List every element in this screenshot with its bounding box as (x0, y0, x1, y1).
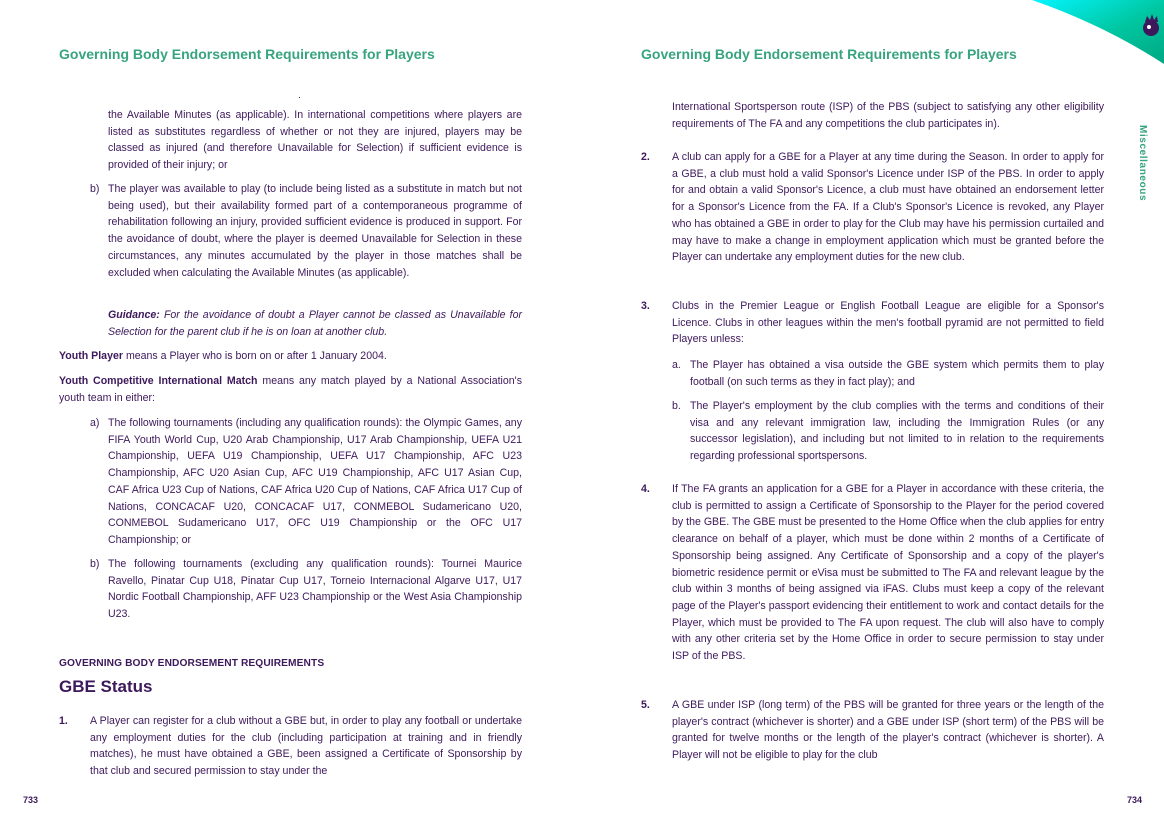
list-text: The following tournaments (excluding any qualification rounds): Tournei Maurice Ravello, Pinatar Cup U18, Pinatar Cup U17, Torneio Internacional Algarve U17, U17 Nordic Football Championship, AFF U23 Championship or the West Asia Championship U23. (108, 558, 522, 621)
item-text: A GBE under ISP (long term) of the PBS will be granted for three years or the length of the player's contract (whichever is shorter) and a GBE under ISP (short term) of the PBS will be granted for twelve months or the length of the player's contract (whichever is shorter). A Player will not be eligible to play for the club (672, 699, 1104, 762)
item-text: A Player can register for a club without a GBE but, in order to play any football or undertake any employment duties for the club (including participation at training and in friendly matches), he must have obtained a GBE, been assigned a Certificate of Sponsorship by that club and secured permission to stay under the (90, 715, 522, 778)
list-item-tournaments-b (90, 556, 522, 623)
numbered-item-5 (641, 697, 1104, 764)
list-text: The player was available to play (to include being listed as a substitute in match but not being used), but their availability formed part of a contemporaneous programme of rehabilitation following an injury, provided sufficient evidence is produced in support. For the avoidance of doubt, where the player is deemed Unavailable for Selection in these circumstances, any minutes accumulated by the player in those matches shall be excluded when calculating the Available Minutes (as applicable). (108, 183, 522, 279)
definition-text: means a Player who is born on or after 1 January 2004. (125, 350, 387, 362)
list-text: The Player has obtained a visa outside the GBE system which permits them to play football (on such terms as they in fact play); and (690, 359, 1104, 388)
item-text: Clubs in the Premier League or English Football League are eligible for a Sponsor's Licence. Clubs in other leagues within the men's football pyramid are not permitted to field Players unless: (672, 300, 1104, 346)
list-mark: b) (90, 183, 100, 195)
page-number-left: 733 (23, 795, 39, 805)
right-page (582, 0, 1164, 825)
definition-youth-match (59, 373, 522, 406)
list-mark: b. (672, 400, 681, 412)
guidance-note (108, 307, 522, 340)
numbered-item-2 (641, 149, 1104, 266)
list-item-tournaments-a (90, 415, 522, 549)
running-title-right: Governing Body Endorsement Requirements for Players (641, 46, 1017, 62)
item-text: A club can apply for a GBE for a Player at any time during the Season. In order to apply for a GBE, a club must hold a valid Sponsor's Licence under ISP of the PBS. In order to apply for and obtain a valid Sponsor's Licence, a club must have obtained an endorsement letter for a Sponsor's Licence from the FA. If a Club's Sponsor's Licence is revoked, any Player who has obtained a GBE in order to play for the Club may have his permission curtailed and may have to make a change in employment application which must be granted before the Player can undertake any employment duties for the new club. (672, 151, 1104, 264)
corner-graphic (1014, 0, 1164, 80)
definition-term: Youth Player (59, 350, 123, 362)
item-number: 2. (641, 151, 650, 163)
list-mark: b) (90, 558, 100, 570)
definition-youth-player (59, 348, 522, 365)
item-number: 1. (59, 715, 68, 727)
list-text: The Player's employment by the club complies with the terms and conditions of their visa and any relevant immigration law, including the Immigration Rules (or any successor legislation), and including but not limited to in relation to the requirements regarding professional sportspersons. (690, 400, 1104, 463)
list-item-3a (672, 357, 1104, 390)
definition-term: Youth Competitive International Match (59, 375, 258, 387)
stray-dot (299, 97, 300, 98)
page-number-right: 734 (1126, 795, 1142, 805)
numbered-item-4 (641, 481, 1104, 665)
definition-text: means any match played by a National Association's youth team in either: (59, 375, 523, 404)
list-item-b (90, 181, 522, 281)
list-mark: a. (672, 359, 681, 371)
side-tab-label: Miscellaneous (1137, 125, 1148, 202)
item-text: If The FA grants an application for a GBE for a Player in accordance with these criteria, the club is permitted to assign a Certificate of Sponsorship to the Player for the period covered by the GBE. The GBE must be presented to the Home Office when the club applies for entry clearance on behalf of a player, which must be done within 2 months of a Certificate of Sponsorship being assigned. Any Certificate of Sponsorship and a copy of the player's biometric residence permit or eVisa must be submitted to The FA and relevant league by the club within 3 months of being assigned via iFAS. Clubs must keep a copy of the relevant page of the Player's passport evidencing their entitlement to work and contact details for the Player, which must be provided to The FA upon request. The club will also have to comply with any other criteria set by the Home Office in order to secure permission to stay under ISP of the PBS. (672, 483, 1104, 663)
item-number: 3. (641, 300, 650, 312)
item-number: 4. (641, 483, 650, 495)
list-item-3b (672, 398, 1104, 465)
continuation-paragraph: the Available Minutes (as applicable). In international competitions where players are listed as substitutes regardless of whether or not they are injured, players may be classed as injured (and therefore Unavailable for Selection) if sufficient evidence is provided of their injury; or (108, 109, 522, 172)
section-caption: GOVERNING BODY ENDORSEMENT REQUIREMENTS (59, 658, 325, 669)
section-heading: GBE Status (59, 677, 153, 696)
guidance-label: Guidance: (108, 309, 160, 321)
guidance-text: For the avoidance of doubt a Player cannot be classed as Unavailable for Selection for the parent club if he is on loan at another club. (108, 309, 522, 338)
continuation-paragraph: International Sportsperson route (ISP) of the PBS (subject to satisfying any other eligibility requirements of The FA and any competitions the club participates in). (672, 101, 1104, 130)
list-text: The following tournaments (including any qualification rounds): the Olympic Games, any FIFA Youth World Cup, U20 Arab Championship, U17 Arab Championship, UEFA U21 Championship, UEFA U19 Championship, UEFA U17 Championship, AFC U23 Championship, AFC U20 Asian Cup, AFC U19 Championship, AFC U17 Asian Cup, CAF Africa U23 Cup of Nations, CAF Africa U20 Cup of Nations, CAF Africa U17 Cup of Nations, CONCACAF U20, CONCACAF U17, CONMEBOL Sudamericano U20, CONMEBOL Sudamericano U17, OFC U19 Championship or the OFC U17 Championship; or (108, 417, 522, 546)
running-title-left: Governing Body Endorsement Requirements for Players (59, 46, 435, 62)
item-number: 5. (641, 699, 650, 711)
numbered-item-3 (641, 298, 1104, 348)
numbered-item-1 (59, 713, 522, 780)
list-mark: a) (90, 417, 100, 429)
